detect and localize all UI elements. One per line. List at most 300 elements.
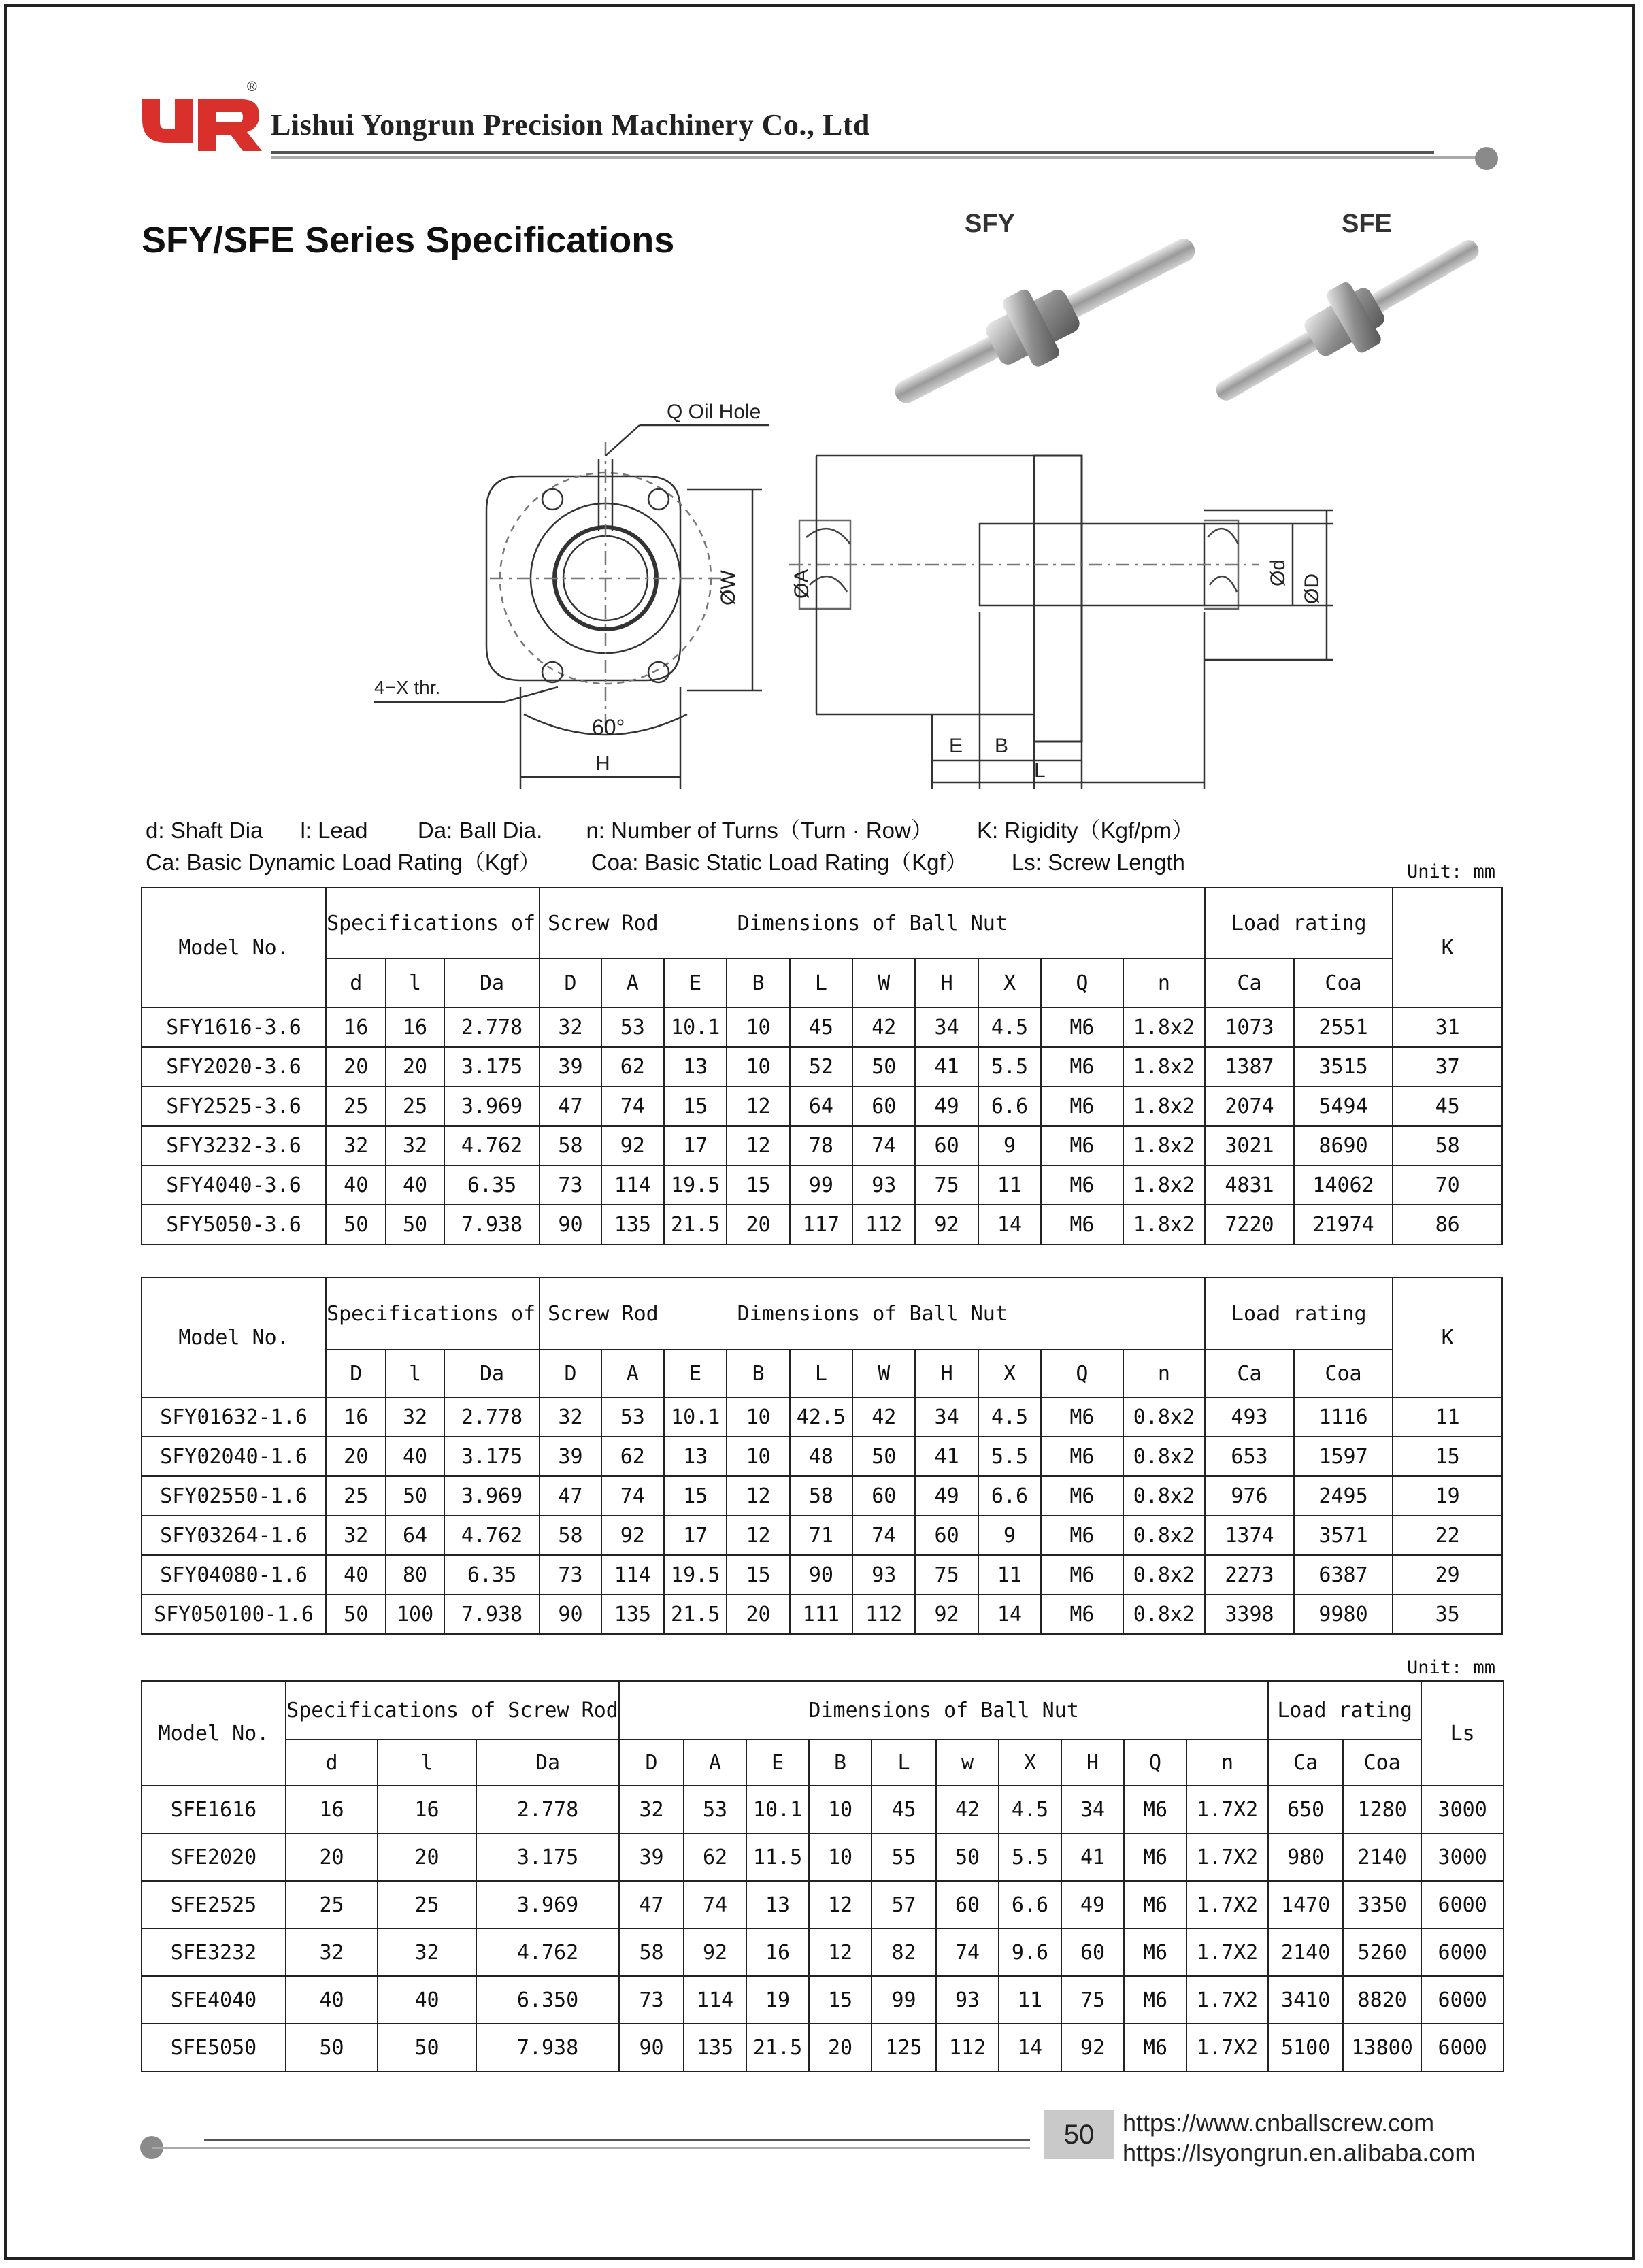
unit-label-1: Unit: mm: [1407, 861, 1496, 882]
table-cell: 42: [936, 1786, 999, 1833]
technical-drawing: [354, 388, 1347, 796]
table-cell: M6: [1041, 1595, 1123, 1634]
table-cell: 7.938: [444, 1205, 540, 1244]
table-cell: 13: [664, 1047, 727, 1086]
sub-header: Da: [444, 1350, 540, 1397]
sub-header: B: [809, 1739, 872, 1786]
sub-header: E: [746, 1739, 809, 1786]
table-cell: 13: [746, 1881, 809, 1929]
table-cell: 1597: [1294, 1437, 1393, 1476]
table-cell: 60: [852, 1086, 915, 1126]
table-cell: 62: [684, 1833, 746, 1881]
table-cell: 32: [540, 1007, 601, 1047]
model-cell: SFY04080-1.6: [142, 1555, 326, 1595]
table-cell: 25: [326, 1086, 386, 1126]
table-cell: 34: [915, 1007, 978, 1047]
sub-header: l: [386, 1350, 444, 1397]
table-cell: 12: [727, 1126, 789, 1165]
table-cell: 20: [378, 1833, 476, 1881]
table-cell: 47: [540, 1086, 601, 1126]
table-cell: 1.8x2: [1123, 1165, 1206, 1205]
table-cell: 25: [286, 1881, 378, 1929]
table-cell: 90: [790, 1555, 852, 1595]
table-cell: 32: [619, 1786, 684, 1833]
sfe-spec-table: [141, 1680, 1504, 2072]
table-cell: 73: [540, 1555, 601, 1595]
sub-header: Ca: [1205, 958, 1294, 1007]
table-cell: 14062: [1294, 1165, 1393, 1205]
table-cell: 1374: [1205, 1516, 1294, 1555]
table-cell: 32: [386, 1397, 444, 1437]
table-cell: 39: [540, 1047, 601, 1086]
table-cell: 60: [915, 1516, 978, 1555]
table-cell: 55: [872, 1833, 936, 1881]
table-cell: 3410: [1268, 1976, 1343, 2024]
table-cell: 2.778: [444, 1397, 540, 1437]
company-logo: [139, 75, 269, 163]
table-cell: 3398: [1205, 1595, 1294, 1634]
table-cell: 11: [999, 1976, 1061, 2024]
table-cell: 62: [601, 1047, 664, 1086]
header-rule: [271, 151, 1434, 154]
table-cell: 3515: [1294, 1047, 1393, 1086]
table-cell: 50: [852, 1437, 915, 1476]
table-cell: 93: [852, 1555, 915, 1595]
company-name: Lishui Yongrun Precision Machinery Co., Ltd: [271, 108, 870, 141]
table-cell: M6: [1124, 1929, 1186, 1976]
footer-rule-light: [152, 2147, 1030, 2149]
model-cell: SFE1616: [142, 1786, 286, 1833]
table-cell: 32: [326, 1516, 386, 1555]
table-cell: 73: [619, 1976, 684, 2024]
table-cell: M6: [1124, 2024, 1186, 2071]
table-cell: 4.5: [978, 1007, 1041, 1047]
table-cell: M6: [1041, 1555, 1123, 1595]
sub-header: L: [790, 958, 852, 1007]
table-cell: 93: [936, 1976, 999, 2024]
table-cell: 0.8x2: [1123, 1595, 1206, 1634]
table-cell: 112: [852, 1595, 915, 1634]
alibaba-link[interactable]: https://lsyongrun.en.alibaba.com: [1123, 2139, 1476, 2167]
table-cell: 86: [1393, 1205, 1502, 1244]
table-cell: 35: [1393, 1595, 1502, 1634]
table-cell: 14: [999, 2024, 1061, 2071]
table-cell: 25: [326, 1476, 386, 1516]
table-cell: 64: [386, 1516, 444, 1555]
header-rule-dot: [1475, 147, 1498, 170]
l-label: L: [1034, 759, 1046, 782]
table-cell: 135: [601, 1205, 664, 1244]
table-cell: 3.969: [444, 1086, 540, 1126]
table-cell: 6000: [1421, 1929, 1504, 1976]
page-title: SFY/SFE Series Specifications: [142, 220, 675, 261]
header-spec: Specifications of Screw Rod: [326, 1278, 540, 1350]
sub-header: Da: [476, 1739, 619, 1786]
table-row: [142, 1086, 1502, 1126]
sub-header: D: [540, 958, 601, 1007]
sub-header: H: [915, 1350, 978, 1397]
table-cell: 58: [1393, 1126, 1502, 1165]
table-cell: 980: [1268, 1833, 1343, 1881]
page-number: 50: [1044, 2110, 1114, 2159]
table-cell: 14: [978, 1595, 1041, 1634]
table-cell: 50: [386, 1476, 444, 1516]
table-cell: 19.5: [664, 1555, 727, 1595]
model-cell: SFY4040-3.6: [142, 1165, 326, 1205]
a-label: ØA: [791, 569, 813, 599]
table-cell: 25: [378, 1881, 476, 1929]
table-cell: 47: [540, 1476, 601, 1516]
table-cell: 6000: [1421, 2024, 1504, 2071]
table-cell: 4.762: [476, 1929, 619, 1976]
sub-header: Q: [1041, 1350, 1123, 1397]
table-cell: 40: [286, 1976, 378, 2024]
sub-header: A: [601, 1350, 664, 1397]
sub-header: Coa: [1294, 1350, 1393, 1397]
table-cell: 3571: [1294, 1516, 1393, 1555]
table-row: [142, 2024, 1504, 2071]
table-cell: 45: [1393, 1086, 1502, 1126]
sub-header: Da: [444, 958, 540, 1007]
table-cell: 3350: [1343, 1881, 1421, 1929]
model-cell: SFY1616-3.6: [142, 1007, 326, 1047]
table-cell: 32: [378, 1929, 476, 1976]
table-cell: 19.5: [664, 1165, 727, 1205]
table-cell: 2.778: [476, 1786, 619, 1833]
table-cell: 10: [809, 1833, 872, 1881]
table-cell: 70: [1393, 1165, 1502, 1205]
table-cell: 74: [852, 1126, 915, 1165]
table-cell: 78: [790, 1126, 852, 1165]
d-big-label: ØD: [1301, 573, 1323, 604]
table-cell: M6: [1041, 1007, 1123, 1047]
table-cell: 49: [915, 1476, 978, 1516]
sub-header: l: [378, 1739, 476, 1786]
table-cell: 19: [746, 1976, 809, 2024]
sub-header: X: [978, 1350, 1041, 1397]
sub-header: H: [915, 958, 978, 1007]
table-cell: 135: [684, 2024, 746, 2071]
sub-header: D: [326, 1350, 386, 1397]
table-cell: 58: [619, 1929, 684, 1976]
table-cell: 6387: [1294, 1555, 1393, 1595]
table-row: [142, 1047, 1502, 1086]
header-load: Load rating: [1205, 888, 1393, 958]
table-cell: 4831: [1205, 1165, 1294, 1205]
table-cell: 1.7X2: [1186, 1833, 1268, 1881]
table-row: [142, 1205, 1502, 1244]
table-cell: 21.5: [664, 1595, 727, 1634]
sub-header: A: [684, 1739, 746, 1786]
table-cell: 8820: [1343, 1976, 1421, 2024]
table-cell: 20: [326, 1047, 386, 1086]
table-cell: 29: [1393, 1555, 1502, 1595]
table-cell: 53: [684, 1786, 746, 1833]
table-cell: 64: [790, 1086, 852, 1126]
table-cell: M6: [1041, 1516, 1123, 1555]
table-cell: 42: [852, 1007, 915, 1047]
header-model: Model No.: [142, 1278, 326, 1397]
table-cell: 9.6: [999, 1929, 1061, 1976]
table-cell: 58: [540, 1126, 601, 1165]
table-cell: M6: [1124, 1833, 1186, 1881]
table-cell: 74: [852, 1516, 915, 1555]
table-cell: 10: [809, 1786, 872, 1833]
table-cell: 80: [386, 1555, 444, 1595]
table-cell: 1073: [1205, 1007, 1294, 1047]
table-cell: 9980: [1294, 1595, 1393, 1634]
w-label: ØW: [717, 570, 740, 605]
table-cell: 4.762: [444, 1516, 540, 1555]
model-cell: SFE4040: [142, 1976, 286, 2024]
header-dims: Dimensions of Ball Nut: [619, 1681, 1268, 1739]
sub-header: H: [1061, 1739, 1124, 1786]
model-cell: SFY050100-1.6: [142, 1595, 326, 1634]
website-link[interactable]: https://www.cnballscrew.com: [1123, 2109, 1435, 2137]
table-cell: M6: [1041, 1476, 1123, 1516]
table-cell: 1.8x2: [1123, 1086, 1206, 1126]
table-cell: 50: [326, 1205, 386, 1244]
sub-header: d: [326, 958, 386, 1007]
table-cell: 135: [601, 1595, 664, 1634]
model-cell: SFY01632-1.6: [142, 1397, 326, 1437]
table-cell: 41: [915, 1437, 978, 1476]
table-cell: 1.7X2: [1186, 1976, 1268, 2024]
sub-header: w: [936, 1739, 999, 1786]
table-row: [142, 1126, 1502, 1165]
model-cell: SFY02040-1.6: [142, 1437, 326, 1476]
table-cell: 3021: [1205, 1126, 1294, 1165]
table-cell: 493: [1205, 1397, 1294, 1437]
thread-label: 4−X thr.: [374, 677, 441, 698]
table-cell: 117: [790, 1205, 852, 1244]
sub-header: Ca: [1268, 1739, 1343, 1786]
table-cell: 5100: [1268, 2024, 1343, 2071]
table-cell: M6: [1041, 1205, 1123, 1244]
table-cell: 10: [727, 1397, 789, 1437]
table-cell: 20: [727, 1595, 789, 1634]
table-cell: 3000: [1421, 1833, 1504, 1881]
table-cell: 1387: [1205, 1047, 1294, 1086]
sub-header: L: [872, 1739, 936, 1786]
table-cell: 653: [1205, 1437, 1294, 1476]
table-cell: 0.8x2: [1123, 1516, 1206, 1555]
legend-line-1: d: Shaft Dia l: Lead Da: Ball Dia. n: Number of Turns（Turn · Row） K: Rigidity（Kgf/pm）: [146, 818, 1195, 843]
table-cell: 42.5: [790, 1397, 852, 1437]
table-cell: M6: [1041, 1437, 1123, 1476]
table-cell: 14: [978, 1205, 1041, 1244]
table-cell: 5494: [1294, 1086, 1393, 1126]
table-cell: 5260: [1343, 1929, 1421, 1976]
table-cell: 2495: [1294, 1476, 1393, 1516]
sub-header: E: [664, 958, 727, 1007]
sub-header: n: [1123, 1350, 1206, 1397]
table-cell: 650: [1268, 1786, 1343, 1833]
table-cell: 92: [1061, 2024, 1124, 2071]
model-cell: SFE2020: [142, 1833, 286, 1881]
table-row: [142, 1476, 1502, 1516]
table-cell: 11.5: [746, 1833, 809, 1881]
sub-header: L: [790, 1350, 852, 1397]
table-cell: 10.1: [664, 1007, 727, 1047]
table-cell: 45: [872, 1786, 936, 1833]
table-cell: 16: [286, 1786, 378, 1833]
table-cell: 15: [664, 1476, 727, 1516]
table-row: [142, 1437, 1502, 1476]
table-cell: 45: [790, 1007, 852, 1047]
sub-header: X: [978, 958, 1041, 1007]
sub-header: D: [619, 1739, 684, 1786]
table-cell: 40: [378, 1976, 476, 2024]
b-label: B: [995, 735, 1009, 757]
table-cell: 40: [326, 1165, 386, 1205]
table-cell: 9: [978, 1126, 1041, 1165]
oil-hole-label: Q Oil Hole: [667, 401, 761, 423]
header-model: Model No.: [142, 1681, 286, 1786]
table-cell: 21.5: [664, 1205, 727, 1244]
table-cell: 60: [936, 1881, 999, 1929]
table-cell: 50: [286, 2024, 378, 2071]
sfy-36-spec-table: [141, 887, 1503, 1245]
header-k: K: [1393, 888, 1502, 1007]
table-row: [142, 1929, 1504, 1976]
sub-header: X: [999, 1739, 1061, 1786]
table-cell: 1280: [1343, 1786, 1421, 1833]
sub-header: Ca: [1205, 1350, 1294, 1397]
sub-header: A: [601, 958, 664, 1007]
table-cell: 41: [915, 1047, 978, 1086]
table-cell: 6000: [1421, 1881, 1504, 1929]
table-cell: 93: [852, 1165, 915, 1205]
table-cell: 32: [386, 1126, 444, 1165]
table-cell: 1116: [1294, 1397, 1393, 1437]
table-cell: 22: [1393, 1516, 1502, 1555]
header-spec: Specifications of Screw Rod: [286, 1681, 619, 1739]
table-cell: 114: [601, 1165, 664, 1205]
table-cell: 12: [727, 1516, 789, 1555]
table-cell: 25: [386, 1086, 444, 1126]
table-cell: 60: [852, 1476, 915, 1516]
table-cell: 20: [326, 1437, 386, 1476]
table-cell: 16: [746, 1929, 809, 1976]
table-cell: 3.969: [444, 1476, 540, 1516]
table-cell: 1.7X2: [1186, 1929, 1268, 1976]
table-cell: 53: [601, 1397, 664, 1437]
table-row: [142, 1976, 1504, 2024]
table-cell: 92: [915, 1595, 978, 1634]
table-cell: 6000: [1421, 1976, 1504, 2024]
table-cell: 37: [1393, 1047, 1502, 1086]
table-cell: 7220: [1205, 1205, 1294, 1244]
model-cell: SFE3232: [142, 1929, 286, 1976]
table-cell: 32: [326, 1126, 386, 1165]
header-load: Load rating: [1205, 1278, 1393, 1350]
table-cell: 111: [790, 1595, 852, 1634]
table-cell: 49: [915, 1086, 978, 1126]
table-cell: 15: [727, 1555, 789, 1595]
table-row: [142, 1397, 1502, 1437]
sub-header: Coa: [1343, 1739, 1421, 1786]
table-row: [142, 1516, 1502, 1555]
table-cell: 16: [326, 1397, 386, 1437]
header-ls: Ls: [1421, 1681, 1504, 1786]
table-cell: 5.5: [978, 1437, 1041, 1476]
table-cell: 3000: [1421, 1786, 1504, 1833]
sub-header: D: [540, 1350, 601, 1397]
model-cell: SFY2525-3.6: [142, 1086, 326, 1126]
table-cell: 20: [386, 1047, 444, 1086]
table-cell: 60: [915, 1126, 978, 1165]
table-cell: 7.938: [476, 2024, 619, 2071]
table-cell: 6.6: [999, 1881, 1061, 1929]
sub-header: E: [664, 1350, 727, 1397]
sub-header: l: [386, 958, 444, 1007]
table-cell: 21.5: [746, 2024, 809, 2071]
footer-rule: [204, 2139, 1030, 2141]
model-cell: SFY5050-3.6: [142, 1205, 326, 1244]
table-cell: 112: [936, 2024, 999, 2071]
table-cell: 90: [540, 1205, 601, 1244]
table-cell: 12: [809, 1929, 872, 1976]
table-cell: 50: [936, 1833, 999, 1881]
table-cell: 17: [664, 1126, 727, 1165]
table-cell: 32: [540, 1397, 601, 1437]
table-cell: 48: [790, 1437, 852, 1476]
e-label: E: [949, 735, 963, 757]
table-cell: 40: [326, 1555, 386, 1595]
table-cell: 3.175: [444, 1437, 540, 1476]
table1-body: [142, 1007, 1502, 1244]
table-cell: 17: [664, 1516, 727, 1555]
table-cell: 41: [1061, 1833, 1124, 1881]
table-cell: 112: [852, 1205, 915, 1244]
table-cell: 3.175: [444, 1047, 540, 1086]
table-cell: 1.8x2: [1123, 1126, 1206, 1165]
table-cell: 40: [386, 1165, 444, 1205]
table-cell: 10.1: [664, 1397, 727, 1437]
table-cell: 32: [286, 1929, 378, 1976]
table-row: [142, 1786, 1504, 1833]
table-cell: 90: [540, 1595, 601, 1634]
header-model: Model No.: [142, 888, 326, 1007]
d-small-label: Ød: [1267, 558, 1289, 586]
table-cell: 6.350: [476, 1976, 619, 2024]
table-cell: 34: [1061, 1786, 1124, 1833]
table-cell: 15: [664, 1086, 727, 1126]
unit-label-2: Unit: mm: [1407, 1657, 1496, 1678]
table-cell: 5.5: [999, 1833, 1061, 1881]
table-cell: 976: [1205, 1476, 1294, 1516]
sub-header: W: [852, 958, 915, 1007]
table-row: [142, 1007, 1502, 1047]
sfe-product-photo: [1204, 238, 1490, 401]
table-cell: 2140: [1343, 1833, 1421, 1881]
table-cell: 1.8x2: [1123, 1007, 1206, 1047]
sub-header: Q: [1124, 1739, 1186, 1786]
table-cell: 92: [915, 1205, 978, 1244]
table-cell: 1470: [1268, 1881, 1343, 1929]
sfe-label: SFE: [1342, 210, 1392, 238]
table-cell: 1.7X2: [1186, 1786, 1268, 1833]
table-cell: 39: [540, 1437, 601, 1476]
table-cell: 0.8x2: [1123, 1397, 1206, 1437]
table-cell: 19: [1393, 1476, 1502, 1516]
table-cell: 20: [727, 1205, 789, 1244]
model-cell: SFY03264-1.6: [142, 1516, 326, 1555]
table-cell: 4.5: [978, 1397, 1041, 1437]
table-cell: 10.1: [746, 1786, 809, 1833]
table-cell: M6: [1124, 1881, 1186, 1929]
